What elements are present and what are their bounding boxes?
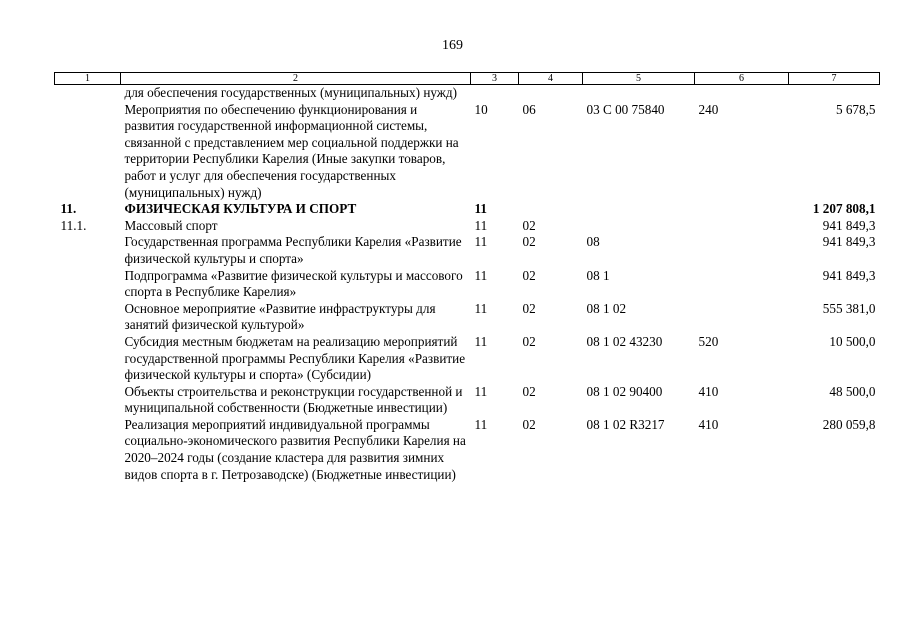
section-code: 11 xyxy=(474,300,488,316)
table-body xyxy=(55,85,880,484)
section-code: 11 xyxy=(474,333,488,349)
amount: 10 500,0 xyxy=(829,333,876,349)
amount: 555 381,0 xyxy=(822,300,876,316)
section-code: 10 xyxy=(474,101,488,117)
row-number xyxy=(55,384,121,417)
table-row xyxy=(55,85,880,102)
section-code xyxy=(471,85,519,102)
table-row xyxy=(55,301,880,334)
subsection-code: 02 xyxy=(522,300,536,316)
table-row xyxy=(55,102,880,202)
subsection-code: 02 xyxy=(522,383,536,399)
row-number xyxy=(55,334,121,384)
subsection-code: 02 xyxy=(522,333,536,349)
row-number xyxy=(55,268,121,301)
budget-table xyxy=(54,72,880,483)
column-number: 1 xyxy=(55,73,121,85)
column-number: 7 xyxy=(789,73,880,85)
section-code: 11 xyxy=(474,383,488,399)
amount: 48 500,0 xyxy=(829,383,876,399)
table-row xyxy=(55,334,880,384)
row-number xyxy=(55,234,121,267)
expense-type-code xyxy=(695,234,789,267)
amount: 5 678,5 xyxy=(835,101,876,117)
section-code: 11 xyxy=(474,217,488,233)
row-number xyxy=(55,102,121,202)
expense-type-code xyxy=(695,85,789,102)
row-name: Государственная программа Республики Карелия «Развитие физической культуры и спорта» xyxy=(124,234,462,266)
amount xyxy=(789,85,880,102)
expense-type-code xyxy=(695,218,789,235)
subsection-code xyxy=(519,85,583,102)
row-number xyxy=(55,301,121,334)
target-article-code: 08 1 02 R3217 xyxy=(586,416,665,432)
target-article-code: 03 С 00 75840 xyxy=(586,101,665,117)
amount: 941 849,3 xyxy=(822,267,876,283)
section-code: 11 xyxy=(474,267,488,283)
section-code: 11 xyxy=(474,416,488,432)
expense-type-code xyxy=(695,201,789,218)
subsection-code: 02 xyxy=(522,416,536,432)
table-row xyxy=(55,201,880,218)
target-article-code: 08 1 02 90400 xyxy=(586,383,663,399)
column-number: 6 xyxy=(695,73,789,85)
expense-type-code: 410 xyxy=(698,416,719,432)
table-row xyxy=(55,268,880,301)
expense-type-code: 520 xyxy=(698,333,719,349)
row-name: Подпрограмма «Развитие физической культуры и массового спорта в Республике Карелия» xyxy=(124,267,463,300)
expense-type-code xyxy=(695,301,789,334)
section-code: 11 xyxy=(474,201,487,217)
column-number-row xyxy=(55,73,880,85)
amount: 280 059,8 xyxy=(822,416,876,432)
table-row xyxy=(55,234,880,267)
subsection-code: 02 xyxy=(522,217,536,233)
row-name: для обеспечения государственных (муниципальных) нужд) xyxy=(124,85,458,100)
table-row xyxy=(55,384,880,417)
target-article-code: 08 1 02 43230 xyxy=(586,333,663,349)
column-number: 5 xyxy=(583,73,695,85)
expense-type-code xyxy=(695,268,789,301)
subsection-code: 06 xyxy=(522,101,536,117)
section-code: 11 xyxy=(474,234,488,250)
row-name: Основное мероприятие «Развитие инфраструктуры для занятий физической культурой» xyxy=(124,300,436,333)
column-number: 3 xyxy=(471,73,519,85)
row-name: Мероприятия по обеспечению функционирования и развития государственной информационной системы, связанной с представлением мер социальной поддержки на территории Республики Карелия (Иные закупки товаров, работ и услуг для обеспечения государственных (муниципальных) нужд) xyxy=(124,101,459,200)
target-article-code: 08 1 xyxy=(586,267,610,283)
row-name: ФИЗИЧЕСКАЯ КУЛЬТУРА И СПОРТ xyxy=(124,201,357,217)
row-name: Субсидия местным бюджетам на реализацию мероприятий государственной программы Республики Карелия «Развитие физической культуры и спорта» (Субсидии) xyxy=(124,333,466,383)
subsection-code: 02 xyxy=(522,267,536,283)
expense-type-code: 240 xyxy=(698,101,719,117)
target-article-code xyxy=(583,201,695,218)
row-number: 11. xyxy=(60,201,77,217)
table-row xyxy=(55,218,880,235)
row-number xyxy=(55,85,121,102)
row-number: 11.1. xyxy=(60,217,87,233)
row-name: Реализация мероприятий индивидуальной программы социально-экономического развития Республики Карелия на 2020–2024 годы (создание кластера для развития зимних видов спорта в г. Петрозаводске) (Бюджетные инвестиции) xyxy=(124,416,466,482)
target-article-code xyxy=(583,85,695,102)
subsection-code: 02 xyxy=(522,234,536,250)
column-number: 2 xyxy=(121,73,471,85)
row-name: Объекты строительства и реконструкции государственной и муниципальной собственности (Бюджетные инвестиции) xyxy=(124,383,463,416)
column-number: 4 xyxy=(519,73,583,85)
target-article-code: 08 1 02 xyxy=(586,300,627,316)
target-article-code xyxy=(583,218,695,235)
expense-type-code: 410 xyxy=(698,383,719,399)
target-article-code: 08 xyxy=(586,234,600,250)
amount: 941 849,3 xyxy=(822,234,876,250)
table-row xyxy=(55,417,880,483)
row-name: Массовый спорт xyxy=(124,217,218,233)
subsection-code xyxy=(519,201,583,218)
page-number: 169 xyxy=(442,38,463,53)
amount: 941 849,3 xyxy=(822,217,876,233)
amount: 1 207 808,1 xyxy=(812,201,876,217)
row-number xyxy=(55,417,121,483)
